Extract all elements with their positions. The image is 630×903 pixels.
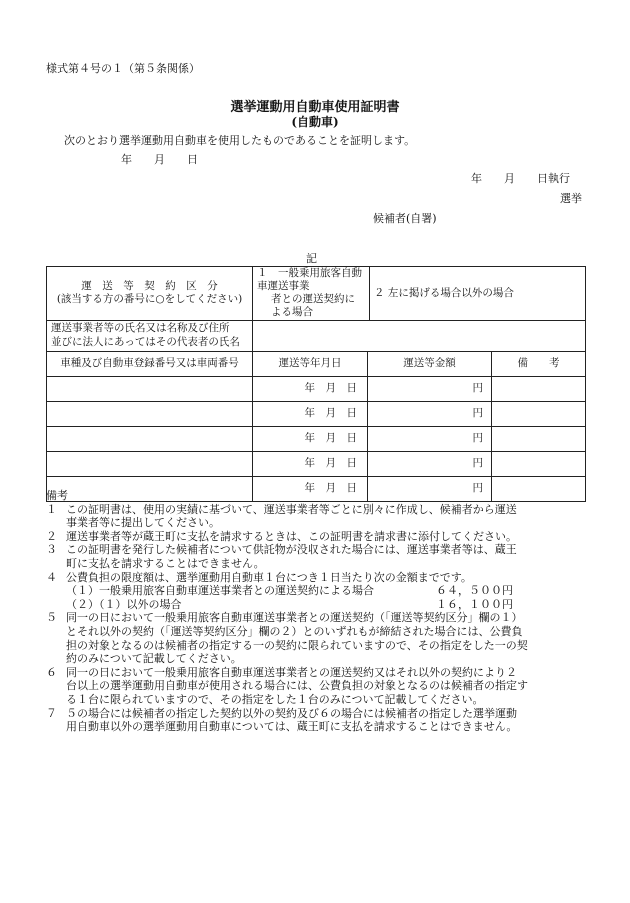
operator-label-line2: 並びに法人にあってはその代表者の氏名 [51, 335, 240, 348]
note-item [46, 666, 591, 680]
contract-option-1[interactable] [253, 267, 370, 321]
contract-type-label: 運 送 等 契 約 区 分 [81, 280, 218, 293]
note-line: 約のみについて記載してください。 [66, 652, 242, 666]
election-date: 年 月 日執行 [471, 172, 570, 185]
amount-cell[interactable]: 円 [368, 476, 492, 501]
contract-type-row [47, 267, 586, 321]
table-header-row [47, 351, 586, 376]
contract-type-note: (該当する方の番号に○をしてください) [56, 293, 243, 306]
amount-cell[interactable]: 円 [368, 376, 492, 401]
limit-amount: ６４，５００円 [436, 584, 513, 598]
ki-label: 記 [306, 252, 317, 265]
limit-row [46, 598, 591, 612]
note-line: 同一の日において一般乗用旅客自動車運送事業者との運送契約（「運送等契約区分」欄の１） [66, 611, 523, 625]
vehicle-cell[interactable] [47, 376, 253, 401]
note-number: ６ [46, 665, 57, 679]
election-label: 選挙 [560, 192, 582, 205]
note-item [46, 571, 591, 585]
remarks-cell[interactable] [492, 401, 586, 426]
table-row [47, 401, 586, 426]
date-cell[interactable]: 年 月 日 [253, 376, 368, 401]
table-row [47, 376, 586, 401]
note-number: ７ [46, 706, 57, 720]
notes-header: 備考 [46, 489, 68, 502]
remarks-cell[interactable] [492, 426, 586, 451]
limit-label: （２）（１）以外の場合 [66, 597, 182, 611]
usage-table [46, 266, 586, 502]
candidate-label: 候補者(自署) [373, 212, 437, 225]
date-cell[interactable]: 年 月 日 [253, 426, 368, 451]
limit-amount: １６，１００円 [436, 597, 513, 611]
limit-row [46, 584, 591, 598]
intro-text: 次のとおり選挙運動用自動車を使用したものであることを証明します。 [64, 134, 416, 147]
note-line: とそれ以外の契約（「運送等契約区分」欄の２）とのいずれもが締結された場合には、公費負 [66, 624, 523, 638]
header-amount: 運送等金額 [368, 351, 492, 376]
remarks-cell[interactable] [492, 451, 586, 476]
page-title: 選挙運動用自動車使用証明書 [230, 100, 400, 115]
remarks-cell[interactable] [492, 376, 586, 401]
table-row [47, 426, 586, 451]
note-line: 同一の日において一般乗用旅客自動車運送事業者との運送契約又はそれ以外の契約により２ [66, 665, 517, 679]
note-number: ２ [46, 529, 57, 543]
operator-label-cell [47, 320, 253, 351]
header-remarks: 備 考 [492, 351, 586, 376]
note-line: この証明書は、使用の実績に基づいて、運送事業者等ごとに別々に作成し、候補者から運送 [66, 502, 517, 516]
operator-row [47, 320, 586, 351]
note-number: ５ [46, 611, 57, 625]
note-number: ３ [46, 543, 57, 557]
note-line: 台以上の選挙運動用自動車が使用される場合には、公費負担の対象となるのは候補者の指定す [66, 679, 528, 693]
operator-label-line1: 運送事業者等の氏名又は名称及び住所 [51, 322, 230, 335]
date-cell[interactable]: 年 月 日 [253, 476, 368, 501]
date-cell[interactable]: 年 月 日 [253, 451, 368, 476]
vehicle-cell[interactable] [47, 451, 253, 476]
note-item [46, 707, 591, 721]
note-item [46, 611, 591, 625]
vehicle-cell[interactable] [47, 401, 253, 426]
form-number: 様式第４号の１（第５条関係） [46, 62, 200, 75]
option1-line2: 者との運送契約による場合 [271, 293, 355, 319]
limit-label: （１）一般乗用旅客自動車運送事業者との運送契約による場合 [66, 584, 374, 598]
contract-option-2[interactable]: ２ 左に掲げる場合以外の場合 [370, 267, 586, 321]
note-number: ４ [46, 570, 57, 584]
table-row [47, 451, 586, 476]
vehicle-cell[interactable] [47, 426, 253, 451]
note-line: 公費負担の限度額は、選挙運動用自動車１台につき１日当たり次の金額までです。 [66, 570, 472, 584]
amount-cell[interactable]: 円 [368, 426, 492, 451]
amount-cell[interactable]: 円 [368, 451, 492, 476]
operator-field[interactable] [253, 320, 586, 351]
note-line: ５の場合には候補者の指定した契約以外の契約及び６の場合には候補者の指定した選挙運動 [66, 706, 517, 720]
note-line: 担の対象となるのは候補者の指定する一の契約に限られていますので、その指定をした一の契 [66, 638, 528, 652]
option1-line1: １ 一般乗用旅客自動車運送事業 [257, 267, 362, 293]
note-number: １ [46, 502, 57, 516]
certify-date: 年 月 日 [121, 153, 198, 166]
note-line: 町に支払を請求することはできません。 [66, 556, 265, 570]
notes-section [46, 489, 591, 734]
note-item [46, 543, 591, 557]
header-vehicle: 車種及び自動車登録番号又は車両番号 [47, 351, 253, 376]
note-line: 事業者等に提出してください。 [66, 516, 220, 530]
note-line: 用自動車以外の選挙運動用自動車については、蔵王町に支払を請求することはできません。 [66, 720, 518, 734]
date-cell[interactable]: 年 月 日 [253, 401, 368, 426]
note-line: この証明書を発行した候補者について供託物が没収された場合には、運送事業者等は、蔵王 [66, 543, 517, 557]
contract-type-label-cell [47, 267, 253, 321]
note-item [46, 530, 591, 544]
amount-cell[interactable]: 円 [368, 401, 492, 426]
note-line: 運送事業者等が蔵王町に支払を請求するときは、この証明書を請求書に添付してください。 [66, 529, 517, 543]
note-item [46, 503, 591, 517]
page-subtitle: (自動車) [291, 115, 339, 129]
header-date: 運送等年月日 [253, 351, 368, 376]
note-line: る１台に限られていますので、その指定をした１台のみについて記載してください。 [66, 692, 484, 706]
